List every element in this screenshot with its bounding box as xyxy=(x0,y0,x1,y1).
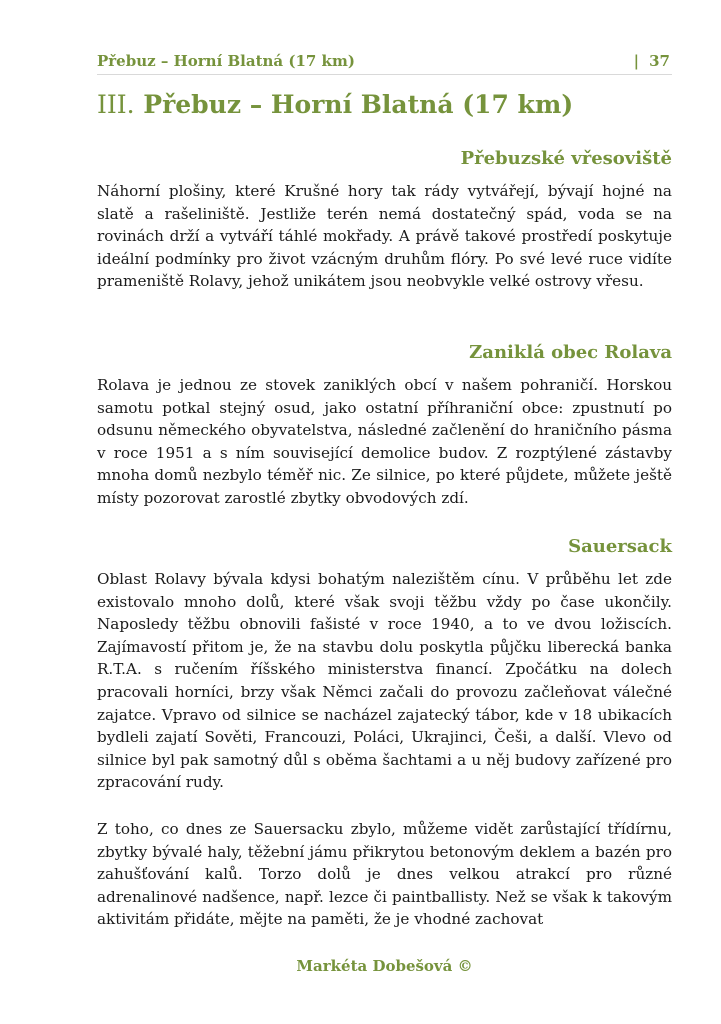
footer-author: Markéta Dobešová © xyxy=(296,957,473,975)
chapter-title xyxy=(97,90,672,119)
page-separator: | xyxy=(633,52,640,70)
section-heading-prebuzske-vresoviste: Přebuzské vřesoviště xyxy=(460,148,672,169)
section-heading-sauersack: Sauersack xyxy=(568,536,672,557)
running-header xyxy=(97,50,672,75)
section-heading-zanikla-obec-rolava: Zaniklá obec Rolava xyxy=(469,342,672,363)
paragraph: Oblast Rolavy bývala kdysi bohatým nalezištěm cínu. V průběhu let zde existovalo mnoho dolů, které však svoji těžbu vždy po čase ukončily. Naposledy těžbu obnovili fašisté v roce 1940, a to ve dvou ložiscích. Zajímavostí přitom je, že na stavbu dolu poskytla půjčku liberecká banka R.T.A. s ručením říšského ministerstva financí. Zpočátku na dolech pracovali horníci, brzy však Němci začali do provozu začleňovat válečné zajatce. Vpravo od silnice se nacházel zajatecký tábor, kde v 18 ubikacích bydleli zajatí Sověti, Francouzi, Poláci, Ukrajinci, Češi, a další. Vlevo od silnice byl pak samotný důl s oběma šachtami a u něj budovy zařízené pro zpracování rudy. xyxy=(97,570,672,792)
paragraph: Rolava je jednou ze stovek zaniklých obcí v našem pohraničí. Horskou samotu potkal stejný osud, jako ostatní příhraniční obce: zpustnutí po odsunu německého obyvatelstva, následné začlenění do hraničního pásma v roce 1951 a s ním související demolice budov. Z rozptýlené zástavby mnoha domů nezbylo téměř nic. Ze silnice, po které půjdete, můžete ještě místy pozorovat zarostlé zbytky obvodových zdí. xyxy=(97,376,672,507)
document-page xyxy=(97,0,672,1024)
page-number: 37 xyxy=(649,52,670,70)
running-title: Přebuz – Horní Blatná (17 km) xyxy=(97,52,355,70)
chapter-title-text: Přebuz – Horní Blatná (17 km) xyxy=(143,90,574,119)
chapter-number: III. xyxy=(97,90,135,119)
page-number-block xyxy=(634,52,670,70)
paragraph: Z toho, co dnes ze Sauersacku zbylo, můžeme vidět zarůstající třídírnu, zbytky bývalé haly, těžební jámu přikrytou betonovým deklem a bazén pro zahušťování kalů. Torzo dolů je dnes velkou atrakcí pro různé adrenalinové nadšence, např. lezce či paintballisty. Než se však k takovým aktivitám přidáte, mějte na paměti, že je vhodné zachovat xyxy=(97,820,672,929)
paragraph: Náhorní plošiny, které Krušné hory tak rády vytvářejí, bývají hojné na slatě a rašeliniště. Jestliže terén nemá dostatečný spád, voda se na rovinách drží a vytváří táhlé mokřady. A právě takové prostředí poskytuje ideální podmínky pro život vzácným druhům flóry. Po své levé ruce vidíte prameniště Rolavy, jehož unikátem jsou neobvykle velké ostrovy vřesu. xyxy=(97,182,672,291)
